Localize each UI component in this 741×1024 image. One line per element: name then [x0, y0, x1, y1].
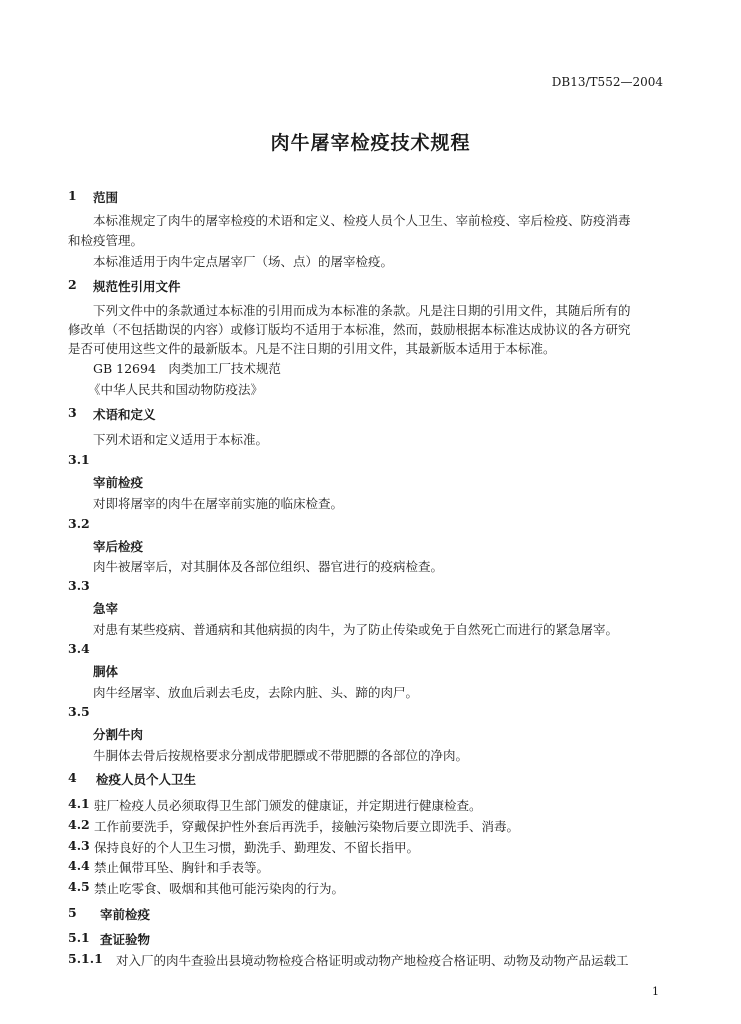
section-title: 宰前检疫 [100, 907, 151, 922]
clause-text: 对入厂的肉牛查验出县境动物检疫合格证明或动物产地检疫合格证明、动物及动物产品运载工 [116, 953, 629, 968]
section-title: 规范性引用文件 [93, 279, 181, 294]
clause-number: 3.2 [68, 516, 90, 531]
section-number: 3 [68, 405, 77, 420]
section-number: 1 [68, 188, 77, 203]
section-4-heading [68, 770, 197, 787]
item-number: 4.2 [68, 817, 90, 832]
item-text: 保持良好的个人卫生习惯，勤洗手、勤理发、不留长指甲。 [94, 840, 420, 855]
paragraph: 下列术语和定义适用于本标准。 [93, 432, 269, 447]
document-title: 肉牛屠宰检疫技术规程 [270, 132, 471, 154]
clause-number: 5.1.1 [68, 951, 103, 966]
paragraph: 本标准适用于肉牛定点屠宰厂（场、点）的屠宰检疫。 [93, 254, 394, 269]
section-number: 2 [68, 277, 77, 292]
subsection-title: 查证验物 [100, 932, 151, 947]
page-number: 1 [652, 985, 659, 998]
clause-item [68, 951, 629, 968]
clause-number: 3.5 [68, 704, 90, 719]
subsection-heading [68, 930, 151, 947]
item-number: 4.3 [68, 838, 90, 853]
list-item [68, 796, 482, 813]
item-number: 4.4 [68, 858, 90, 873]
list-item [68, 817, 520, 834]
item-number: 4.5 [68, 879, 90, 894]
definition: 肉牛经屠宰、放血后剥去毛皮，去除内脏、头、蹄的肉尸。 [93, 685, 419, 700]
reference-item: 《中华人民共和国动物防疫法》 [88, 382, 264, 397]
item-number: 4.1 [68, 796, 90, 811]
item-text: 禁止吃零食、吸烟和其他可能污染肉的行为。 [94, 881, 345, 896]
section-title: 范围 [93, 190, 119, 205]
section-3-heading [68, 405, 156, 422]
clause-number: 3.1 [68, 452, 90, 467]
term: 宰前检疫 [93, 475, 144, 490]
item-text: 禁止佩带耳坠、胸针和手表等。 [94, 860, 270, 875]
reference-item: GB 12694 肉类加工厂技术规范 [93, 361, 281, 376]
standard-number: DB13/T552—2004 [551, 75, 663, 89]
subsection-number: 5.1 [68, 930, 90, 945]
section-number: 4 [68, 770, 77, 785]
clause-number: 3.4 [68, 641, 90, 656]
paragraph: 本标准规定了肉牛的屠宰检疫的术语和定义、检疫人员个人卫生、宰前检疫、宰后检疫、防疫消毒 [93, 213, 631, 228]
list-item [68, 858, 270, 875]
definition: 牛胴体去骨后按规格要求分割成带肥膘或不带肥膘的各部位的净肉。 [93, 748, 469, 763]
clause-number: 3.3 [68, 578, 90, 593]
term: 分割牛肉 [93, 727, 144, 742]
section-number: 5 [68, 905, 77, 920]
paragraph: 是否可使用这些文件的最新版本。凡是不注日期的引用文件，其最新版本适用于本标准。 [68, 341, 556, 356]
section-1-heading [68, 188, 119, 205]
section-title: 检疫人员个人卫生 [96, 772, 197, 787]
definition: 肉牛被屠宰后，对其胴体及各部位组织、器官进行的疫病检查。 [93, 559, 444, 574]
term: 胴体 [93, 664, 119, 679]
term: 急宰 [93, 601, 119, 616]
section-2-heading [68, 277, 181, 294]
list-item [68, 879, 345, 896]
definition: 对即将屠宰的肉牛在屠宰前实施的临床检查。 [93, 496, 344, 511]
definition: 对患有某些疫病、普通病和其他病损的肉牛，为了防止传染或免于自然死亡而进行的紧急屠宰。 [93, 622, 619, 637]
item-text: 工作前要洗手，穿戴保护性外套后再洗手，接触污染物后要立即洗手、消毒。 [94, 819, 520, 834]
section-title: 术语和定义 [93, 407, 156, 422]
paragraph: 修改单（不包括勘误的内容）或修订版均不适用于本标准，然而，鼓励根据本标准达成协议的各方研究 [68, 322, 631, 337]
paragraph: 下列文件中的条款通过本标准的引用而成为本标准的条款。凡是注日期的引用文件，其随后所有的 [93, 303, 631, 318]
list-item [68, 838, 420, 855]
paragraph: 和检疫管理。 [68, 233, 144, 248]
section-5-heading [68, 905, 151, 922]
term: 宰后检疫 [93, 539, 144, 554]
item-text: 驻厂检疫人员必须取得卫生部门颁发的健康证，并定期进行健康检查。 [94, 798, 482, 813]
